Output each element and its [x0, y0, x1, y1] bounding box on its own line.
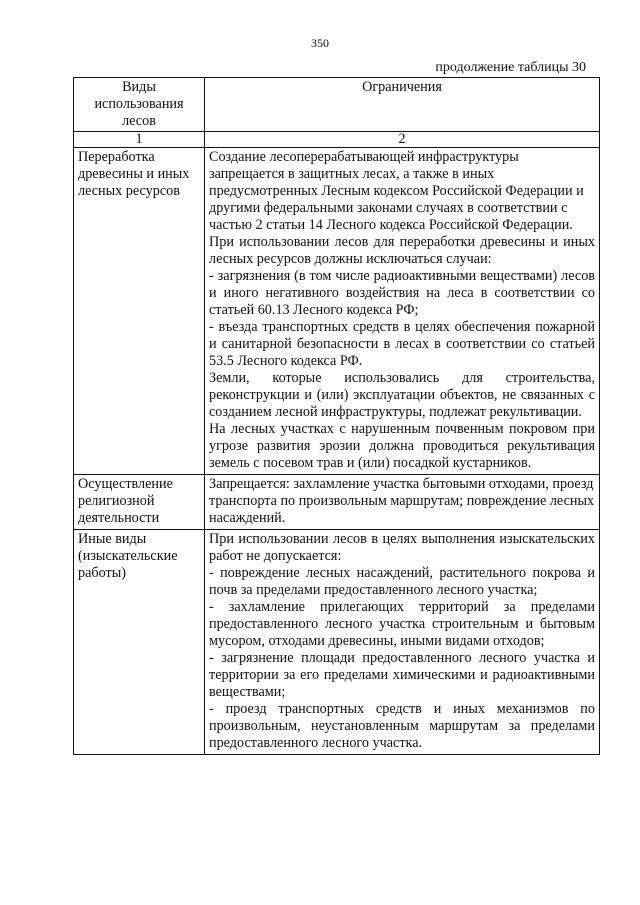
- restriction-paragraph: Запрещается: захламление участка бытовыми отходами, проезд транспорта по произвольным маршрутам; повреждение лесных насаждений.: [209, 476, 595, 526]
- restrictions-table: [73, 77, 600, 755]
- row-kind-wood-processing: Переработка древесины и иных лесных ресурсов: [74, 148, 205, 475]
- restriction-paragraph: - загрязнение площади предоставленного лесного участка и территории за его пределами химическими и радиоактивными веществами;: [209, 650, 595, 700]
- table-continuation-label: продолжение таблицы 30: [435, 60, 586, 75]
- page-number: 350: [311, 36, 329, 50]
- column-number-1: 1: [74, 132, 205, 148]
- restriction-paragraph: - проезд транспортных средств и иных механизмов по произвольным, неустановленным маршрутам за пределами предоставленного лесного участка.: [209, 701, 595, 751]
- row-restrictions-survey-works: [205, 530, 600, 755]
- restriction-paragraph: - захламление прилегающих территорий за пределами предоставленного лесного участка строительным и бытовым мусором, отходами древесины, иными видами отходов;: [209, 599, 595, 649]
- row-kind-survey-works: Иные виды (изыскательские работы): [74, 530, 205, 755]
- table-row: [74, 530, 600, 755]
- restriction-paragraph: При использовании лесов для переработки древесины и иных лесных ресурсов должны исключаться случаи:: [209, 234, 595, 267]
- header-forest-use-types: Виды использования лесов: [74, 78, 205, 132]
- restriction-paragraph: При использовании лесов в целях выполнения изыскательских работ не допускается:: [209, 531, 595, 564]
- restriction-paragraph: - въезда транспортных средств в целях обеспечения пожарной и санитарной безопасности в лесах в соответствии со статьей 53.5 Лесного кодекса РФ.: [209, 319, 595, 369]
- column-number-2: 2: [205, 132, 600, 148]
- table-row: [74, 148, 600, 475]
- row-restrictions-religious-activity: [205, 475, 600, 530]
- header-restrictions: Ограничения: [205, 78, 600, 132]
- row-restrictions-wood-processing: [205, 148, 600, 475]
- restriction-paragraph: - загрязнения (в том числе радиоактивными веществами) лесов и иного негативного воздействия на леса в соответствии со статьей 60.13 Лесного кодекса РФ;: [209, 268, 595, 318]
- restriction-paragraph: Земли, которые использовались для строительства, реконструкции и (или) эксплуатации объектов, не связанных с созданием лесной инфраструктуры, подлежат рекультивации.: [209, 370, 595, 420]
- table-header-row: [74, 78, 600, 132]
- row-kind-religious-activity: Осуществление религиозной деятельности: [74, 475, 205, 530]
- restriction-paragraph: - повреждение лесных насаждений, растительного покрова и почв за пределами предоставленного лесного участка;: [209, 565, 595, 598]
- restriction-paragraph: На лесных участках с нарушенным почвенным покровом при угрозе развития эрозии должна проводиться рекультивация земель с посевом трав и (или) посадкой кустарников.: [209, 421, 595, 471]
- column-number-row: [74, 132, 600, 148]
- table-row: [74, 475, 600, 530]
- restriction-paragraph: Создание лесоперерабатывающей инфраструктуры запрещается в защитных лесах, а также в иных предусмотренных Лесным кодексом Российской Федерации и другими федеральными законами случаях в соответствии с частью 2 статьи 14 Лесного кодекса Российской Федерации.: [209, 149, 584, 233]
